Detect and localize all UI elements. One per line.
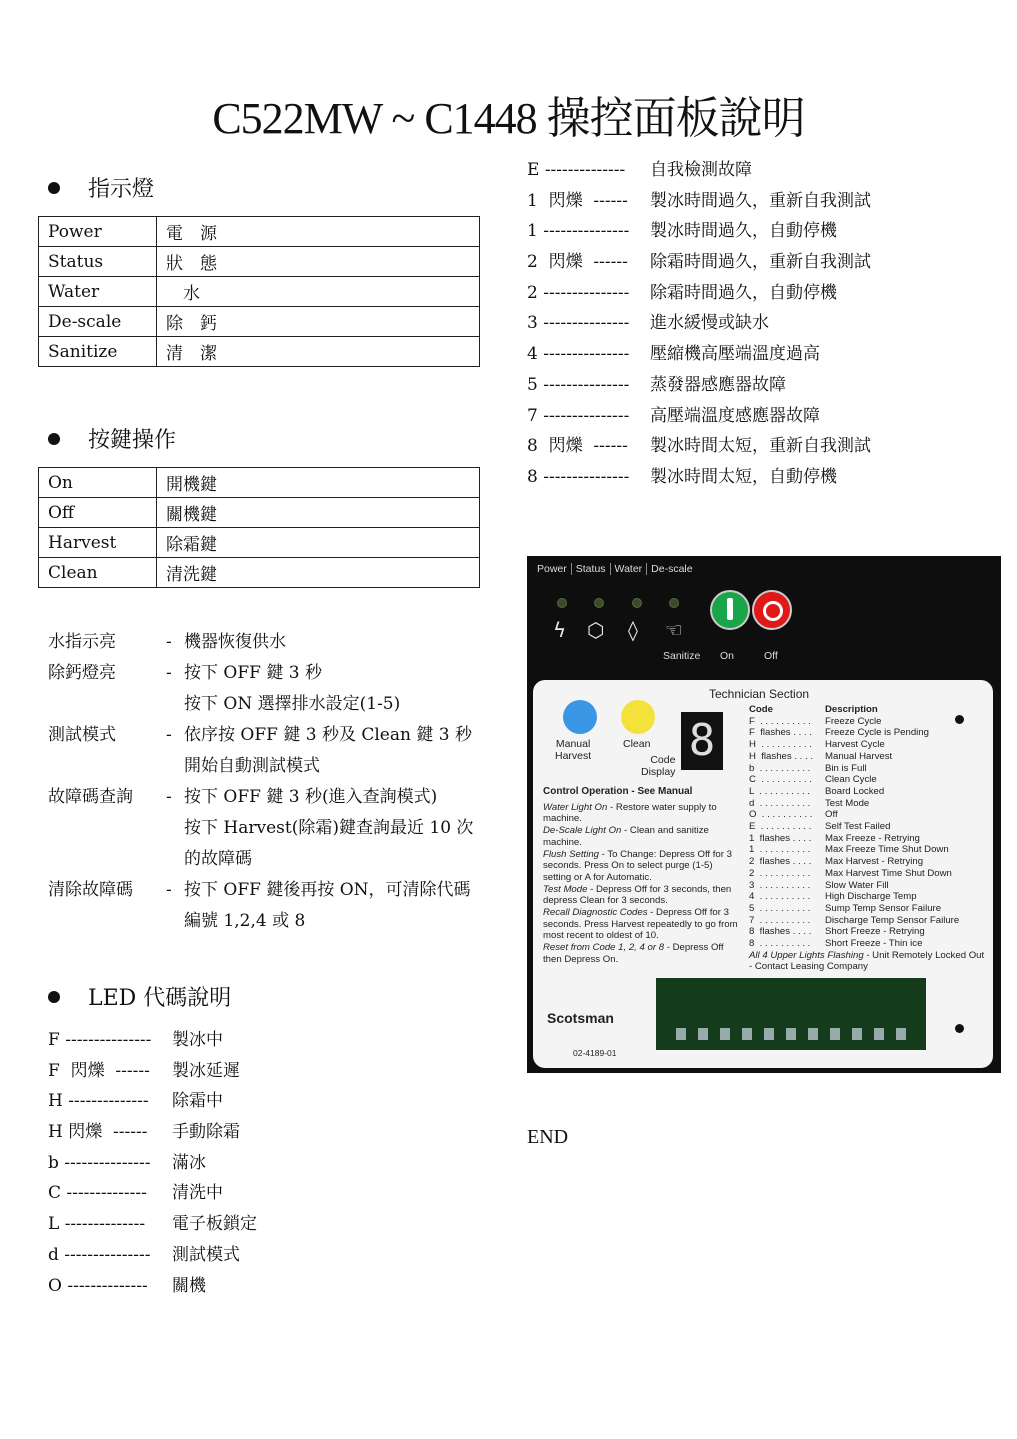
- list-item: [527, 462, 871, 493]
- operation-line: 按下 ON 選擇排水設定(1-5): [184, 694, 401, 714]
- code-head: Code: [749, 704, 773, 715]
- hand-icon: ☜: [665, 618, 683, 642]
- control-item-desc: - To Change: Depress Off for 3 seconds. Press On to select purge (1-5) setting or A for Automatic.: [543, 848, 732, 883]
- list-item: [527, 247, 871, 278]
- code-row: 3 . . . . . . . . . . Slow Water Fill: [749, 879, 889, 891]
- code-desc: 清洗中: [172, 1183, 223, 1204]
- operation-key: 清除故障碼: [48, 880, 133, 900]
- list-item: [527, 278, 871, 309]
- operation-line: 開始自動測試模式: [184, 756, 320, 776]
- operation-line: 機器恢復供水: [184, 632, 286, 652]
- code-desc: 製冰時間太短，自動停機: [650, 466, 837, 487]
- panel-label-on: On: [720, 650, 735, 662]
- operation-item: [48, 720, 488, 782]
- code-row: b . . . . . . . . . . Bin is Full: [749, 762, 867, 774]
- operation-line: 按下 Harvest(除霜)鍵查詢最近 10 次: [184, 818, 474, 838]
- led-codes-right: [527, 155, 871, 493]
- control-operation-title: Control Operation - See Manual: [543, 786, 693, 797]
- manual-harvest-label: Manual Harvest: [555, 738, 592, 762]
- code-row: 8 . . . . . . . . . . Short Freeze - Thin ice: [749, 938, 923, 950]
- code-row: F . . . . . . . . . . Freeze Cycle: [749, 715, 882, 727]
- code-key: b ---------------: [48, 1152, 151, 1173]
- descale-led: [669, 598, 679, 608]
- operation-line: 依序按 OFF 鍵 3 秒及 Clean 鍵 3 秒: [184, 725, 472, 745]
- control-panel-photo: [527, 556, 1001, 1073]
- code-desc: 壓縮機高壓端溫度過高: [650, 344, 820, 365]
- operation-line: 按下 OFF 鍵 3 秒: [184, 663, 322, 683]
- control-item-desc: - Depress Off then Depress On.: [543, 942, 724, 965]
- list-item: [527, 431, 871, 462]
- code-key: 5 ---------------: [527, 374, 630, 395]
- code-key: 8 ---------------: [527, 466, 630, 487]
- indicator-heading-text: 指示燈: [88, 177, 155, 202]
- list-item: [48, 1209, 257, 1240]
- panel-label-sanitize: Sanitize: [663, 650, 701, 662]
- code-row: 1 . . . . . . . . . . Max Freeze Time Shut Down: [749, 844, 949, 856]
- on-button[interactable]: [710, 590, 750, 630]
- code-key: 1 ---------------: [527, 221, 630, 242]
- table-row: [39, 468, 480, 498]
- bullet-icon: [48, 433, 60, 445]
- list-item: [527, 370, 871, 401]
- control-item: [543, 849, 743, 884]
- control-item-title: Recall Diagnostic Codes: [543, 907, 648, 919]
- list-item: [48, 1025, 257, 1056]
- buttons-table: [38, 467, 480, 588]
- panel-label-descale: De-scale: [651, 563, 693, 575]
- circuit-board: [656, 978, 926, 1050]
- code-row: 7 . . . . . . . . . . Discharge Temp Sensor Failure: [749, 914, 960, 926]
- code-desc: 製冰時間太短，重新自我測試: [650, 436, 871, 457]
- list-item: [48, 1117, 257, 1148]
- code-desc: 自我檢測故障: [650, 160, 752, 180]
- code-desc: 製冰中: [172, 1030, 223, 1050]
- code-desc: 關機: [172, 1275, 206, 1296]
- code-desc: 電子板鎖定: [172, 1214, 257, 1235]
- list-item: [527, 401, 871, 432]
- list-item: [527, 339, 871, 370]
- operation-key: 故障碼查詢: [48, 787, 133, 807]
- code-row: 4 . . . . . . . . . . High Discharge Temp: [749, 891, 917, 903]
- code-display: 8: [681, 712, 723, 770]
- table-row: [39, 498, 480, 528]
- code-key: 8 閃爍 ------: [527, 436, 628, 457]
- operation-item: [48, 627, 488, 658]
- technician-card: [533, 680, 993, 1068]
- clean-button[interactable]: [621, 700, 655, 734]
- list-item: [48, 1148, 257, 1179]
- power-led: [557, 598, 567, 608]
- operation-key: 測試模式: [48, 725, 116, 745]
- end-label: END: [527, 1126, 569, 1148]
- buttons-heading: [48, 423, 176, 454]
- table-cell-key: De-scale: [39, 307, 157, 337]
- table-row: [39, 307, 480, 337]
- led-codes-left: [48, 1025, 257, 1301]
- list-item: [527, 155, 871, 186]
- manual-harvest-button[interactable]: [563, 700, 597, 734]
- control-item: [543, 884, 743, 907]
- code-key: 2 閃爍 ------: [527, 252, 628, 273]
- table-row: [39, 337, 480, 367]
- list-item: [48, 1056, 257, 1087]
- code-key: H --------------: [48, 1091, 149, 1112]
- part-number: 02-4189-01: [573, 1048, 617, 1058]
- table-cell-key: Power: [39, 217, 157, 247]
- code-row: F flashes . . . . Freeze Cycle is Pending: [749, 727, 929, 739]
- control-item: [543, 942, 743, 965]
- control-item-desc: - Clean and sanitize machine.: [543, 825, 709, 848]
- code-display-label: Code Display: [641, 754, 676, 778]
- operation-line: 按下 OFF 鍵後再按 ON，可清除代碼: [184, 880, 471, 900]
- all-lights-note: All 4 Upper Lights Flashing - Unit Remotely Locked Out - Contact Leasing Company: [749, 949, 985, 973]
- operation-dash: -: [166, 663, 172, 683]
- code-key: H 閃爍 ------: [48, 1122, 148, 1143]
- operations-list: [48, 627, 488, 937]
- table-cell-key: Sanitize: [39, 337, 157, 367]
- scotsman-logo: Scotsman: [547, 1010, 614, 1026]
- code-row: 2 . . . . . . . . . . Max Harvest Time Shut Down: [749, 867, 952, 879]
- control-operation: [543, 786, 743, 966]
- led-heading-text: LED 代碼說明: [88, 986, 232, 1011]
- table-cell-value: 開機鍵: [157, 468, 480, 498]
- code-row: 1 flashes . . . . Max Freeze - Retrying: [749, 832, 920, 844]
- code-key: 1 閃爍 ------: [527, 190, 628, 211]
- table-cell-key: Water: [39, 277, 157, 307]
- code-row: L . . . . . . . . . . Board Locked: [749, 785, 885, 797]
- panel-label-status: Status: [575, 563, 606, 575]
- page-title: C522MW ~ C1448 操控面板說明: [212, 94, 805, 143]
- code-key: d ---------------: [48, 1244, 151, 1265]
- list-item: [527, 186, 871, 217]
- code-desc: 製冰時間過久，重新自我測試: [650, 190, 871, 211]
- code-row: O . . . . . . . . . . Off: [749, 809, 838, 821]
- water-drop-icon: ◊: [628, 618, 638, 642]
- control-item-desc: - Depress Off for 3 seconds. Press Harvest repeatedly to go from most recent to oldest of 10.: [543, 907, 738, 942]
- list-item: [48, 1271, 257, 1302]
- code-key: O --------------: [48, 1275, 148, 1296]
- table-cell-key: Harvest: [39, 528, 157, 558]
- screw-icon: [955, 1024, 964, 1033]
- code-key: 2 ---------------: [527, 282, 630, 303]
- code-row: C . . . . . . . . . . Clean Cycle: [749, 774, 877, 786]
- code-key: E --------------: [527, 160, 626, 180]
- control-item: [543, 907, 743, 942]
- technician-section-title: Technician Section: [709, 687, 810, 701]
- table-cell-value: 清洗鍵: [157, 558, 480, 588]
- control-item-title: Water Light On: [543, 801, 608, 813]
- code-key: C --------------: [48, 1183, 147, 1204]
- indicator-heading: [48, 172, 154, 203]
- control-item: [543, 825, 743, 848]
- control-item-title: De-Scale Light On: [543, 825, 622, 837]
- panel-label-off: Off: [764, 650, 778, 662]
- operation-item: [48, 782, 488, 875]
- code-desc: 測試模式: [172, 1244, 240, 1265]
- control-item-desc: - Restore water supply to machine.: [543, 801, 717, 825]
- screw-icon: [955, 715, 964, 724]
- code-desc: 蒸發器感應器故障: [650, 374, 786, 395]
- list-item: [527, 216, 871, 247]
- table-cell-value: 狀 態: [157, 247, 480, 277]
- code-row: H flashes . . . . Manual Harvest: [749, 750, 893, 762]
- water-led: [632, 598, 642, 608]
- operation-item: [48, 875, 488, 937]
- code-desc: 製冰延遲: [172, 1060, 240, 1081]
- ice-cubes-icon: ⬡: [587, 618, 605, 642]
- code-row: 5 . . . . . . . . . . Sump Temp Sensor Failure: [749, 902, 942, 914]
- control-item-title: Test Mode: [543, 883, 588, 895]
- bullet-icon: [48, 182, 60, 194]
- operation-key: 水指示亮: [48, 632, 116, 652]
- code-description-list: [749, 704, 985, 973]
- table-row: [39, 247, 480, 277]
- code-row: 2 flashes . . . . Max Harvest - Retrying: [749, 856, 924, 868]
- control-item-desc: - Depress Off for 3 seconds, then depress Clean for 3 seconds.: [543, 883, 732, 907]
- control-item-title: Reset from Code 1, 2, 4 or 8: [543, 942, 665, 954]
- operation-key: 除鈣燈亮: [48, 663, 116, 683]
- operation-dash: -: [166, 787, 172, 807]
- table-cell-value: 除霜鍵: [157, 528, 480, 558]
- desc-head: Description: [825, 704, 878, 715]
- table-cell-value: 清 潔: [157, 337, 480, 367]
- led-heading: [48, 981, 231, 1012]
- table-cell-value: 除 鈣: [157, 307, 480, 337]
- control-item: [543, 802, 743, 825]
- table-cell-key: Status: [39, 247, 157, 277]
- code-desc: 除霜時間過久，自動停機: [650, 282, 837, 303]
- code-desc: 手動除霜: [172, 1122, 240, 1143]
- table-cell-key: On: [39, 468, 157, 498]
- code-desc: 滿冰: [172, 1152, 206, 1173]
- panel-top-labels: [537, 563, 697, 575]
- code-key: 4 ---------------: [527, 344, 630, 365]
- table-cell-value: 水: [157, 277, 480, 307]
- table-cell-key: Clean: [39, 558, 157, 588]
- code-desc: 高壓端溫度感應器故障: [650, 405, 820, 426]
- power-bolt-icon: ϟ: [553, 618, 567, 642]
- table-row: [39, 277, 480, 307]
- operation-dash: -: [166, 632, 172, 652]
- table-cell-key: Off: [39, 498, 157, 528]
- code-desc: 進水緩慢或缺水: [650, 313, 769, 334]
- panel-label-power: Power: [537, 563, 567, 575]
- code-row: H . . . . . . . . . . Harvest Cycle: [749, 739, 885, 751]
- code-desc: 製冰時間過久，自動停機: [650, 221, 837, 242]
- code-key: F 閃爍 ------: [48, 1060, 150, 1081]
- list-item: [48, 1086, 257, 1117]
- clean-label: Clean: [623, 738, 651, 750]
- operation-line: 按下 OFF 鍵 3 秒(進入查詢模式): [184, 787, 438, 807]
- table-row: [39, 528, 480, 558]
- table-cell-value: 關機鍵: [157, 498, 480, 528]
- status-led: [594, 598, 604, 608]
- control-item-title: Flush Setting: [543, 848, 599, 860]
- code-key: 3 ---------------: [527, 313, 630, 334]
- code-row: E . . . . . . . . . . Self Test Failed: [749, 821, 891, 833]
- code-key: F ---------------: [48, 1030, 152, 1050]
- code-key: 7 ---------------: [527, 405, 630, 426]
- operation-line: 的故障碼: [184, 849, 252, 869]
- list-item: [527, 308, 871, 339]
- operation-item: [48, 658, 488, 720]
- table-row: [39, 558, 480, 588]
- table-row: [39, 217, 480, 247]
- operation-dash: -: [166, 880, 172, 900]
- panel-label-water: Water: [614, 563, 643, 575]
- indicator-table: [38, 216, 480, 367]
- buttons-heading-text: 按鍵操作: [88, 428, 177, 453]
- list-item: [48, 1240, 257, 1271]
- code-desc: 除霜時間過久，重新自我測試: [650, 252, 871, 273]
- operation-line: 編號 1,2,4 或 8: [184, 911, 306, 931]
- code-list-header: [749, 704, 985, 716]
- table-cell-value: 電 源: [157, 217, 480, 247]
- code-row: 8 flashes . . . . Short Freeze - Retrying: [749, 926, 925, 938]
- list-item: [48, 1178, 257, 1209]
- code-row: d . . . . . . . . . . Test Mode: [749, 797, 870, 809]
- off-button[interactable]: [752, 590, 792, 630]
- code-key: L --------------: [48, 1214, 146, 1235]
- bullet-icon: [48, 991, 60, 1003]
- code-desc: 除霜中: [172, 1091, 223, 1112]
- operation-dash: -: [166, 725, 172, 745]
